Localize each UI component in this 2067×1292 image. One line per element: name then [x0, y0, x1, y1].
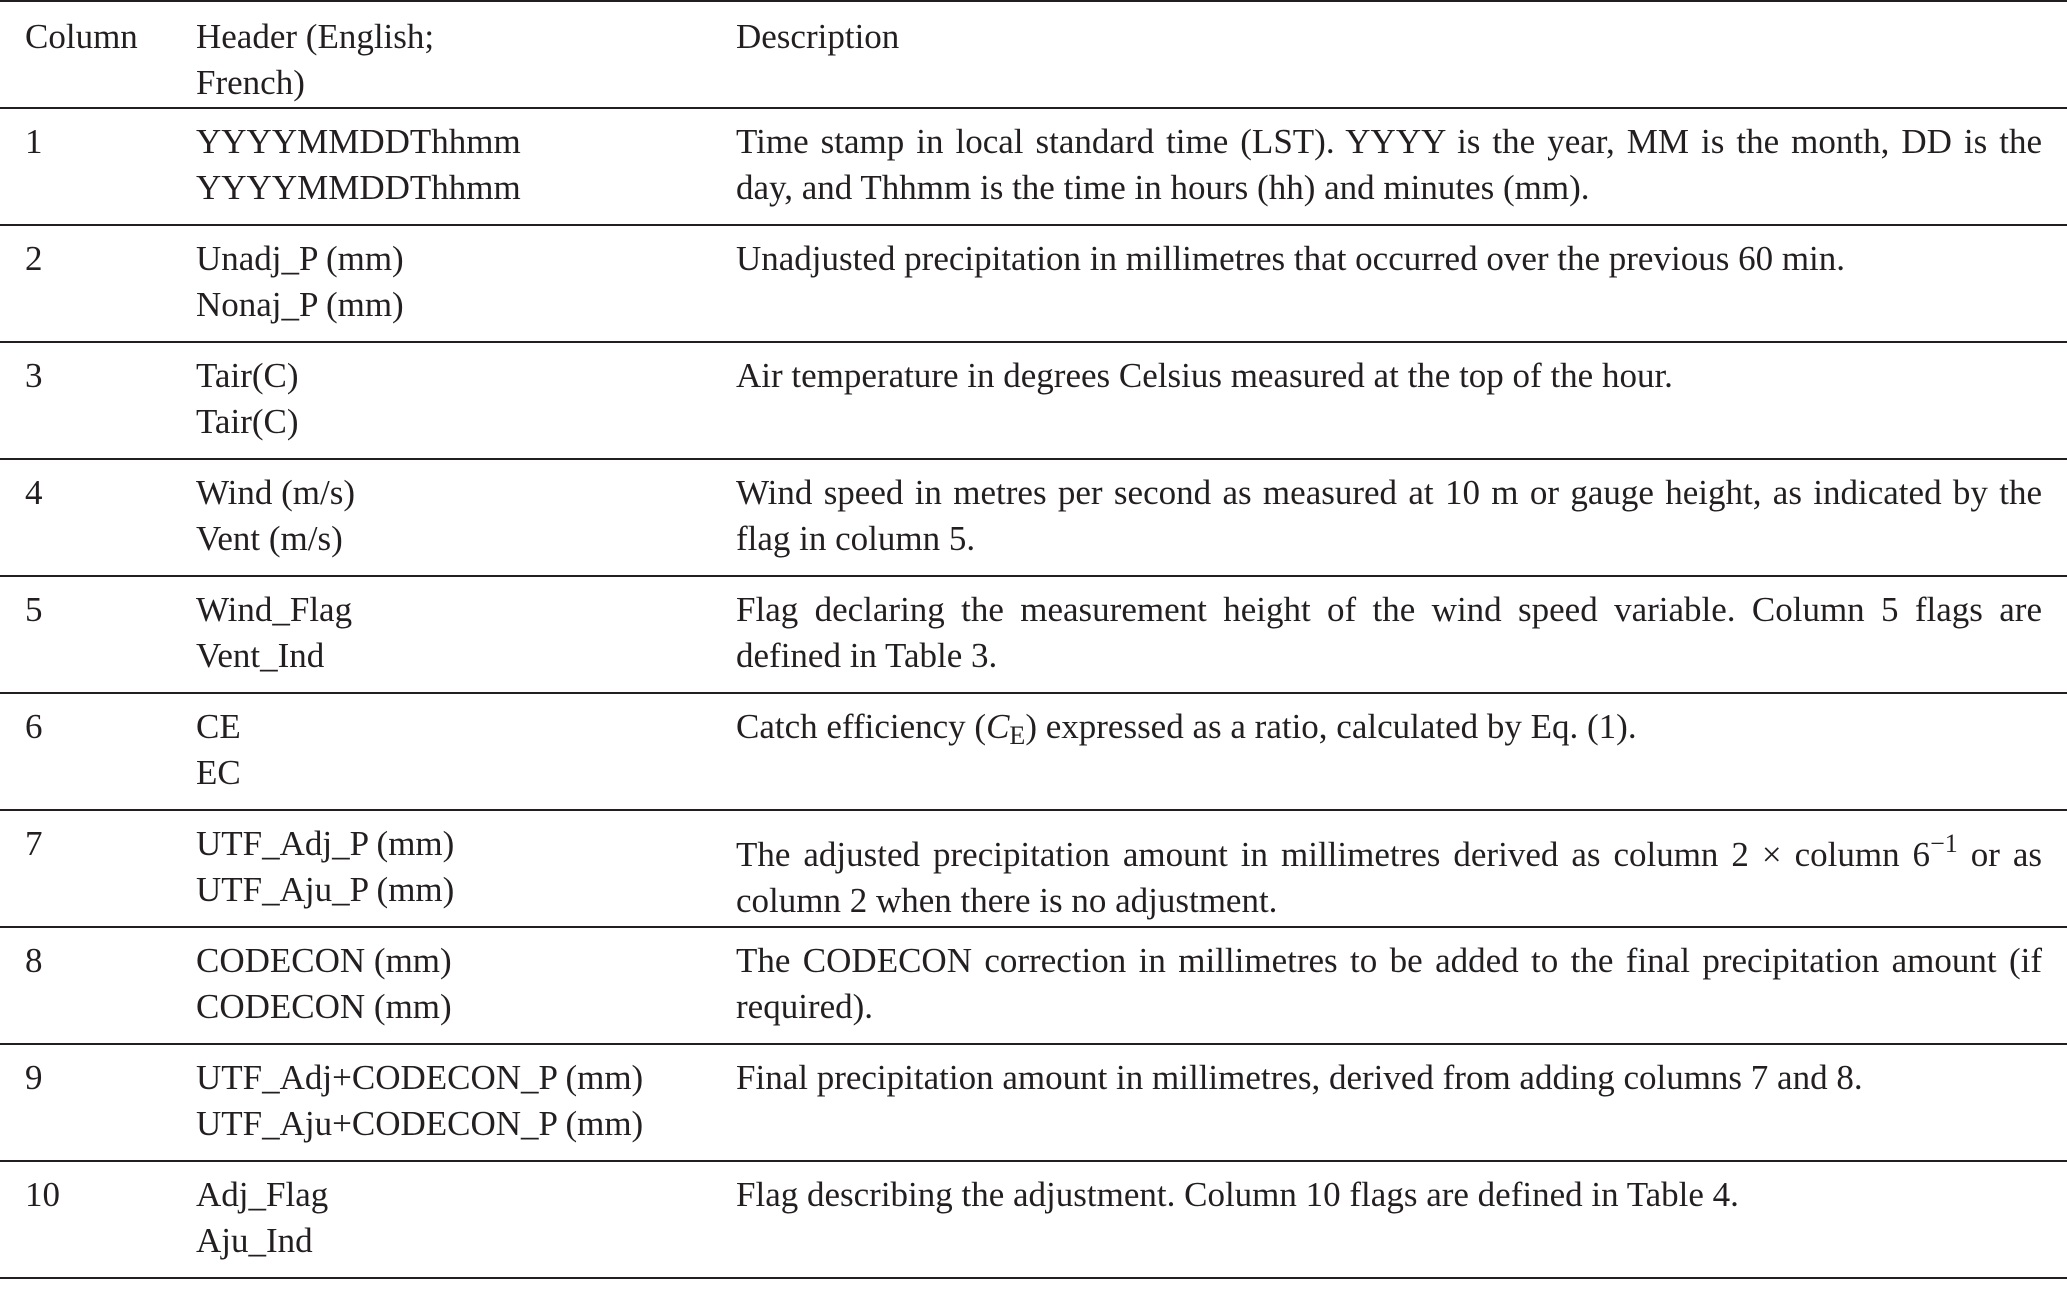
english-header: CODECON (mm) [196, 941, 452, 980]
table-row [0, 342, 2067, 459]
column-header-description: Description [736, 17, 900, 56]
row-header-names [171, 1161, 711, 1278]
english-header: Wind_Flag [196, 590, 353, 629]
row-header-names [171, 693, 711, 810]
description-text-post: ) expressed as a ratio, calculated by Eq. (1). [1025, 707, 1637, 746]
table-row [0, 927, 2067, 1044]
english-header: YYYYMMDDThhmm [196, 122, 521, 161]
english-header: CE [196, 707, 241, 746]
french-header: Vent (m/s) [196, 519, 343, 558]
french-header: EC [196, 753, 241, 792]
row-description: Wind speed in metres per second as measured at 10 m or gauge height, as indicated by the flag in column 5. [736, 473, 2042, 558]
row-description: The CODECON correction in millimetres to be added to the final precipitation amount (if required). [736, 941, 2042, 1026]
row-header-names [171, 108, 711, 225]
header-row [0, 1, 2067, 108]
french-header: CODECON (mm) [196, 987, 452, 1026]
french-header: UTF_Aju_P (mm) [196, 870, 455, 909]
french-header: Tair(C) [196, 402, 299, 441]
catch-efficiency-subscript: E [1009, 721, 1026, 750]
row-column-number: 6 [25, 707, 43, 746]
table-header [0, 1, 2067, 108]
table-row [0, 225, 2067, 342]
row-column-number: 7 [25, 824, 43, 863]
row-header-names [171, 1044, 711, 1161]
english-header: UTF_Adj+CODECON_P (mm) [196, 1058, 644, 1097]
row-description [711, 693, 2067, 810]
header-label-line1: Header (English; [196, 17, 435, 56]
table-row [0, 108, 2067, 225]
row-column-number: 1 [25, 122, 43, 161]
row-header-names [171, 810, 711, 927]
french-header: Vent_Ind [196, 636, 325, 675]
row-column-number: 8 [25, 941, 43, 980]
row-description: Air temperature in degrees Celsius measured at the top of the hour. [736, 356, 1673, 395]
table-row [0, 810, 2067, 927]
english-header: Unadj_P (mm) [196, 239, 404, 278]
row-column-number: 5 [25, 590, 43, 629]
description-text-pre: The adjusted precipitation amount in millimetres derived as column 2 × column 6 [736, 835, 1931, 874]
row-column-number: 2 [25, 239, 43, 278]
english-header: Adj_Flag [196, 1175, 329, 1214]
french-header: Aju_Ind [196, 1221, 313, 1260]
row-column-number: 3 [25, 356, 43, 395]
column-header-number: Column [25, 17, 138, 56]
column-header-header [171, 1, 711, 108]
row-header-names [171, 225, 711, 342]
row-header-names [171, 576, 711, 693]
row-description: Unadjusted precipitation in millimetres that occurred over the previous 60 min. [736, 239, 1846, 278]
french-header: YYYYMMDDThhmm [196, 168, 521, 207]
row-description: Flag describing the adjustment. Column 10 flags are defined in Table 4. [736, 1175, 1739, 1214]
table-body [0, 108, 2067, 1278]
table-row [0, 693, 2067, 810]
description-text-post: or as column 2 when there is no adjustment. [736, 835, 2042, 920]
row-header-names [171, 927, 711, 1044]
row-column-number: 10 [25, 1175, 60, 1214]
catch-efficiency-symbol: C [986, 707, 1010, 746]
row-description: Time stamp in local standard time (LST). YYYY is the year, MM is the month, DD is the day, and Thhmm is the time in hours (hh) and minutes (mm). [736, 122, 2042, 207]
english-header: UTF_Adj_P (mm) [196, 824, 455, 863]
description-text-pre: Catch efficiency ( [736, 707, 987, 746]
row-description: Final precipitation amount in millimetres, derived from adding columns 7 and 8. [736, 1058, 1863, 1097]
table-row [0, 576, 2067, 693]
english-header: Wind (m/s) [196, 473, 355, 512]
table-row [0, 459, 2067, 576]
row-description [711, 810, 2067, 927]
row-column-number: 9 [25, 1058, 43, 1097]
row-column-number: 4 [25, 473, 43, 512]
row-description: Flag declaring the measurement height of the wind speed variable. Column 5 flags are defined in Table 3. [736, 590, 2042, 675]
table-row [0, 1044, 2067, 1161]
header-label-line2: French) [196, 63, 305, 102]
table-row [0, 1161, 2067, 1278]
french-header: UTF_Aju+CODECON_P (mm) [196, 1104, 644, 1143]
row-header-names [171, 459, 711, 576]
english-header: Tair(C) [196, 356, 299, 395]
row-header-names [171, 342, 711, 459]
inverse-superscript: −1 [1930, 829, 1958, 858]
french-header: Nonaj_P (mm) [196, 285, 404, 324]
